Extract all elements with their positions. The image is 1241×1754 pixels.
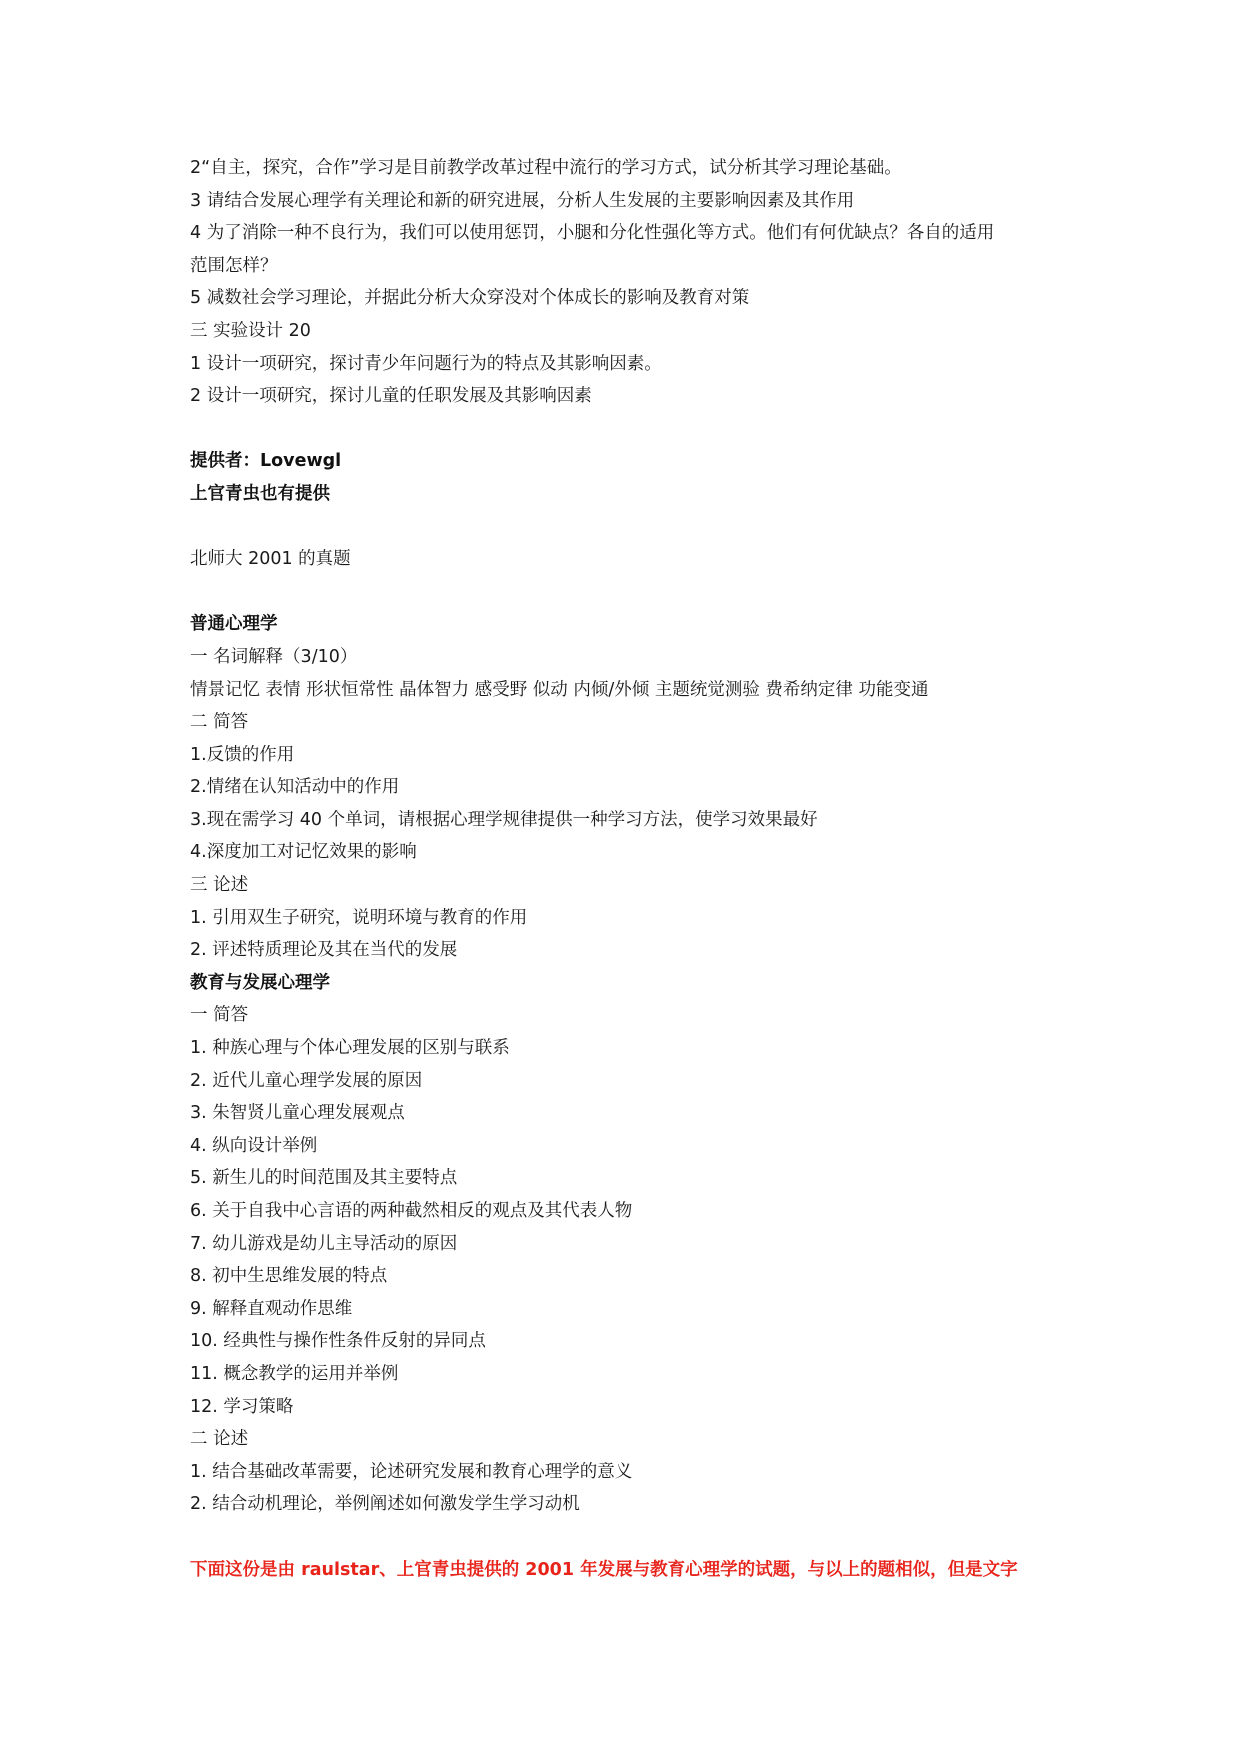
text-line: 11. 概念教学的运用并举例 (190, 1363, 399, 1384)
text-line: 4 为了消除一种不良行为，我们可以使用惩罚，小腿和分化性强化等方式。他们有何优缺点？各自的适用 (190, 223, 995, 244)
blank-line (190, 1521, 1070, 1554)
text-line: 4. 纵向设计举例 (190, 1135, 318, 1156)
text-line: 6. 关于自我中心言语的两种截然相反的观点及其代表人物 (190, 1201, 633, 1221)
section-heading: 教育与发展心理学 (190, 972, 330, 993)
document-body (190, 152, 1070, 1586)
text-line: 三 论述 (190, 875, 249, 896)
text-line: 10. 经典性与操作性条件反射的异同点 (190, 1331, 486, 1352)
text-line: 12. 学习策略 (190, 1396, 294, 1417)
text-line: 4.深度加工对记忆效果的影响 (190, 842, 417, 863)
text-line: 北师大 2001 的真题 (190, 549, 351, 570)
text-line: 1 设计一项研究，探讨青少年问题行为的特点及其影响因素。 (190, 353, 662, 374)
text-line: 8. 初中生思维发展的特点 (190, 1266, 388, 1287)
highlight-note: 下面这份是由 raulstar、上官青虫提供的 2001 年发展与教育心理学的试题，与以上的题相似，但是文字 (190, 1559, 1018, 1580)
text-line: 3 请结合发展心理学有关理论和新的研究进展，分析人生发展的主要影响因素及其作用 (190, 190, 855, 211)
text-line: 三 实验设计 20 (190, 320, 311, 341)
section-heading: 提供者：Lovewgl (190, 451, 342, 472)
section-heading: 上官青虫也有提供 (190, 483, 330, 504)
text-line: 2. 结合动机理论，举例阐述如何激发学生学习动机 (190, 1494, 580, 1515)
text-line: 2.情绪在认知活动中的作用 (190, 777, 400, 798)
text-line: 3.现在需学习 40 个单词，请根据心理学规律提供一种学习方法，使学习效果最好 (190, 809, 818, 830)
text-line: 3. 朱智贤儿童心理发展观点 (190, 1103, 405, 1124)
text-line: 二 简答 (190, 712, 249, 733)
text-line: 5 减数社会学习理论，并据此分析大众穿没对个体成长的影响及教育对策 (190, 288, 750, 309)
blank-line (190, 413, 1070, 446)
text-line: 2“自主，探究，合作”学习是目前教学改革过程中流行的学习方式，试分析其学习理论基础。 (190, 158, 902, 178)
text-line: 1. 结合基础改革需要，论述研究发展和教育心理学的意义 (190, 1461, 633, 1482)
text-line: 1.反馈的作用 (190, 744, 295, 765)
blank-line (190, 511, 1070, 544)
text-line: 9. 解释直观动作思维 (190, 1298, 353, 1319)
text-line: 2. 近代儿童心理学发展的原因 (190, 1070, 423, 1091)
text-line: 一 简答 (190, 1005, 249, 1026)
text-line: 2. 评述特质理论及其在当代的发展 (190, 940, 458, 961)
text-line: 一 名词解释（3/10） (190, 646, 358, 667)
text-line: 1. 引用双生子研究，说明环境与教育的作用 (190, 907, 528, 928)
text-line: 1. 种族心理与个体心理发展的区别与联系 (190, 1038, 510, 1059)
section-heading: 普通心理学 (190, 614, 278, 635)
text-line: 二 论述 (190, 1429, 249, 1450)
text-line: 5. 新生儿的时间范围及其主要特点 (190, 1168, 458, 1189)
text-line: 情景记忆 表情 形状恒常性 晶体智力 感受野 似动 内倾/外倾 主题统觉测验 费希纳定律 功能变通 (190, 679, 929, 700)
text-line: 2 设计一项研究，探讨儿童的任职发展及其影响因素 (190, 386, 592, 407)
text-line: 7. 幼儿游戏是幼儿主导活动的原因 (190, 1233, 458, 1254)
text-line: 范围怎样？ (190, 255, 278, 276)
blank-line (190, 576, 1070, 609)
